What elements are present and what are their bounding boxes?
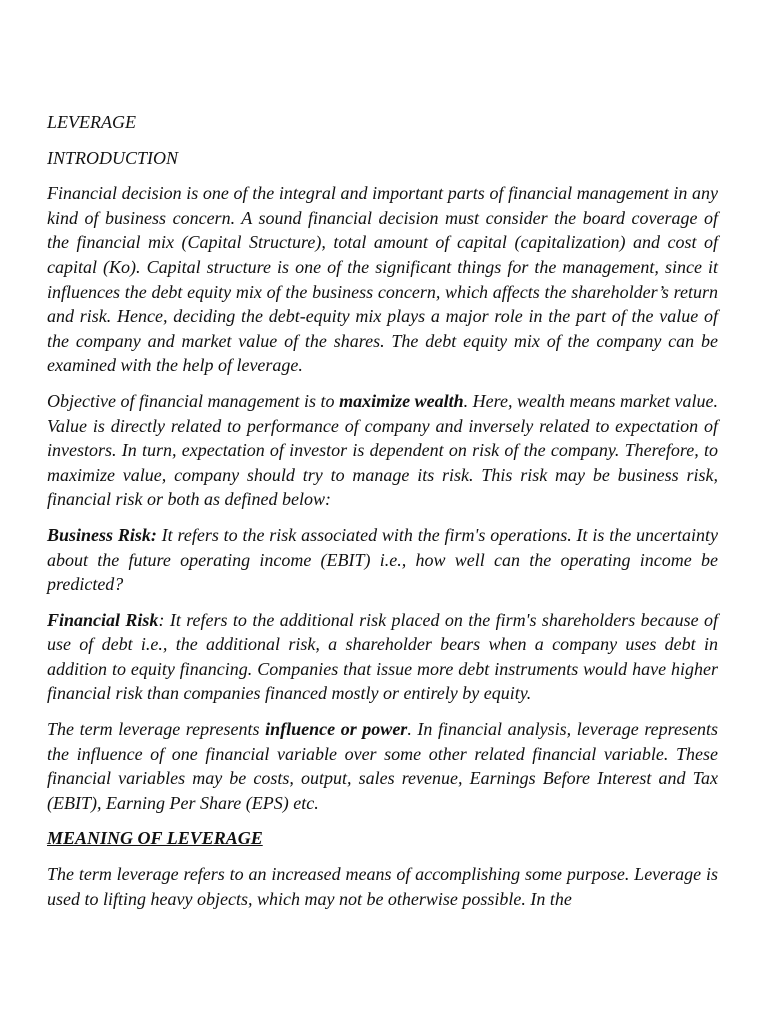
business-risk-text: It refers to the risk associated with the firm's operations. It is the uncertainty about the future operating income (EBIT) i.e., how well can the operating income be predicted? bbox=[47, 524, 718, 595]
business-risk-term: Business Risk: bbox=[47, 524, 157, 545]
objective-paragraph bbox=[47, 389, 718, 512]
intro-paragraph: Financial decision is one of the integral and important parts of financial management in any kind of business concern. A sound financial decision must consider the board coverage of the financial mix (Capital Structure), total amount of capital (capitalization) and cost of capital (Ko). Capital structure is one of the significant things for the management, since it influences the debt equity mix of the business concern, which affects the shareholder’s return and risk. Hence, deciding the debt-equity mix plays a major role in the part of the value of the company and market value of the shares. The debt equity mix of the company can be examined with the help of leverage. bbox=[47, 183, 718, 376]
term-leverage-text-before: The term leverage represents bbox=[47, 719, 266, 740]
meaning-of-leverage-heading: MEANING OF LEVERAGE bbox=[47, 828, 263, 849]
document-title: LEVERAGE bbox=[47, 112, 136, 132]
section-heading-introduction: INTRODUCTION bbox=[47, 147, 179, 168]
term-leverage-text-after: . In financial analysis, leverage represents the influence of one financial variable over some other related financial variable. These financial variables may be costs, output, sales revenue, Earnings Before Interest and Tax (EBIT), Earning Per Share (EPS) etc. bbox=[47, 719, 718, 813]
meaning-paragraph: The term leverage refers to an increased means of accomplishing some purpose. Leverage is used to lifting heavy objects, which may not be otherwise possible. In the bbox=[47, 864, 718, 909]
financial-risk-paragraph bbox=[47, 608, 718, 706]
term-leverage-paragraph bbox=[47, 717, 718, 815]
business-risk-paragraph bbox=[47, 523, 718, 597]
document-page bbox=[47, 110, 718, 922]
objective-text-after: . Here, wealth means market value. Value is directly related to performance of company and inversely related to expectation of investors. In turn, expectation of investor is dependent on risk of the company. Therefore, to maximize value, company should try to manage its risk. This risk may be business risk, financial risk or both as defined below: bbox=[47, 390, 718, 510]
financial-risk-text: : It refers to the additional risk placed on the firm's shareholders because of use of debt i.e., the additional risk, a shareholder bears when a company uses debt in addition to equity financing. Companies that issue more debt instruments would have higher financial risk than companies financed mostly or entirely by equity. bbox=[47, 609, 719, 704]
objective-bold-term: maximize wealth bbox=[339, 390, 464, 411]
objective-text-before: Objective of financial management is to bbox=[47, 390, 340, 411]
term-leverage-bold-term: influence or power bbox=[265, 719, 408, 740]
financial-risk-term: Financial Risk bbox=[47, 609, 159, 630]
